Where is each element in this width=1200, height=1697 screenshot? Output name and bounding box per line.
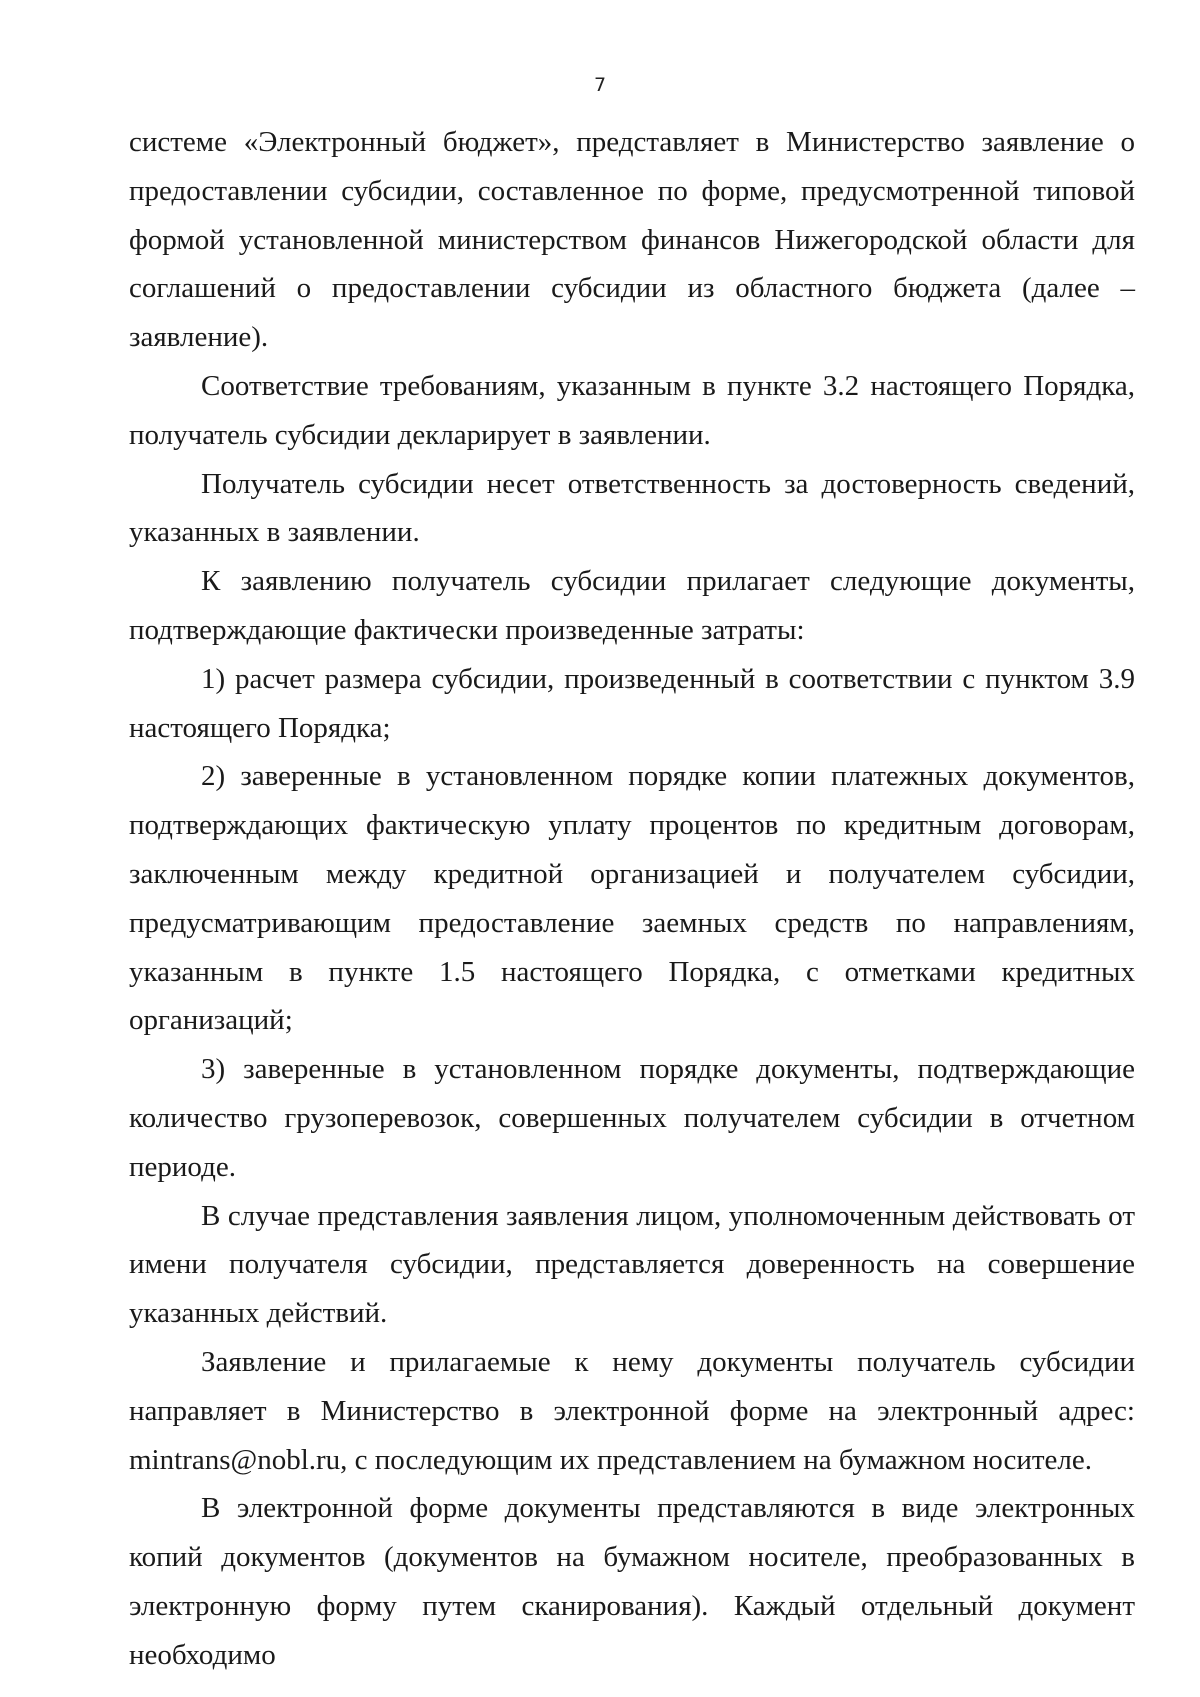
paragraph-electronic-form: В электронной форме документы представляются в виде электронных копий документов (документов на бумажном носителе, преобразованных в электронную форму путем сканирования). Каждый отдельный документ необходимо — [129, 1492, 1135, 1671]
list-item-2: 2) заверенные в установленном порядке копии платежных документов, подтверждающих фактическую уплату процентов по кредитным договорам, заключенным между кредитной организацией и получателем субсидии, предусматривающим предоставление заемных средств по направлениям, указанным в пункте 1.5 настоящего Порядка, с отметками кредитных организаций; — [129, 760, 1135, 1037]
list-item-3: 3) заверенные в установленном порядке документы, подтверждающие количество грузоперевозок, совершенных получателем субсидии в отчетном периоде. — [129, 1053, 1135, 1183]
paragraph-submission-email: Заявление и прилагаемые к нему документы получатель субсидии направляет в Министерство в электронной форме на электронный адрес: mintrans@nobl.ru, с последующим их представлением на бумажном носителе. — [129, 1345, 1135, 1476]
paragraph-power-of-attorney: В случае представления заявления лицом, уполномоченным действовать от имени получателя субсидии, представляется доверенность на совершение указанных действий. — [129, 1199, 1135, 1330]
document-body — [129, 118, 1135, 1680]
paragraph-attached-documents: К заявлению получатель субсидии прилагает следующие документы, подтверждающие фактически произведенные затраты: — [129, 565, 1135, 646]
paragraph-responsibility: Получатель субсидии несет ответственность за достоверность сведений, указанных в заявлении. — [129, 467, 1135, 549]
paragraph-continuation: системе «Электронный бюджет», представляет в Министерство заявление о предоставлении субсидии, составленное по форме, предусмотренной типовой формой установленной министерством финансов Нижегородской области для соглашений о предоставлении субсидии из областного бюджета (далее – заявление). — [129, 126, 1135, 354]
paragraph-requirements-declaration: Соответствие требованиям, указанным в пункте 3.2 настоящего Порядка, получатель субсидии декларирует в заявлении. — [129, 369, 1135, 451]
list-item-1: 1) расчет размера субсидии, произведенный в соответствии с пунктом 3.9 настоящего Порядка; — [129, 662, 1135, 744]
page-number: 7 — [593, 74, 607, 96]
